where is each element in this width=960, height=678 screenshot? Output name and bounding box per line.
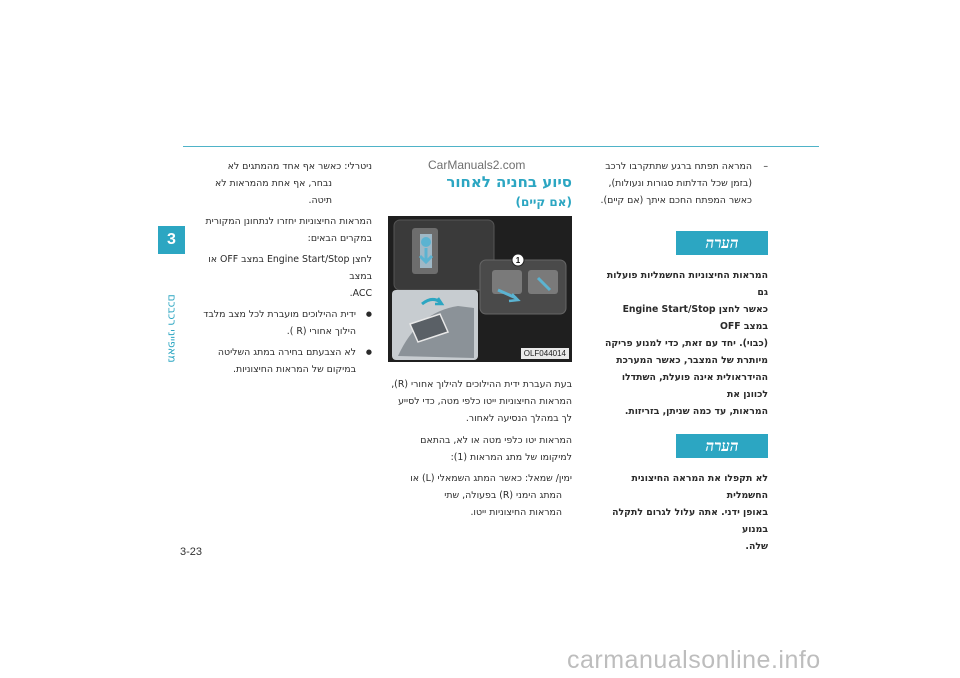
figure-illustration [388, 216, 572, 362]
note-line: לא תקפלו את המראה החיצונית החשמלית [631, 473, 768, 501]
body-line: תיטה. [308, 195, 332, 206]
page-number: 3-23 [180, 546, 203, 558]
bullet-line: ● לא הצבעתם בחירה במתג השליטה [217, 347, 356, 358]
body-line: ימין/ שמאל: כאשר המתג השמאלי (L) או [410, 473, 572, 485]
body-line: ACC. [349, 288, 372, 299]
body-line: נבחר, אף אחת מהמראות לא [214, 178, 332, 189]
watermark-bottom: carmanualsonline.info [567, 646, 821, 674]
body-line: לחצן Engine Start/Stop במצב OFF או במצב [208, 254, 372, 282]
bullet-line: במיקום של המראות החיצוניות. [233, 364, 356, 375]
bullet-item [188, 344, 372, 378]
body-line: המתג הימני (R) בפעולה, שתי [444, 490, 562, 502]
note-label: הערה [676, 231, 768, 255]
note-line: כאשר לחצן Engine Start/Stop במצב OFF [622, 304, 768, 332]
dash-item [600, 158, 768, 209]
note-line: המראות, עד כמה שניתן, בזריזות. [624, 406, 768, 417]
dash-line: (בזמן שכל הדלתות סגורות ונעולות), [608, 178, 752, 189]
body-line: בעת העברת ידית ההילוכים להילוך אחורי (R), [391, 379, 572, 390]
note-body [600, 267, 768, 420]
bullet-line: ● ידית ההילוכים מועברת לכל מצב מלבד [203, 309, 356, 320]
figure-code: OLF044014 [521, 348, 569, 359]
body-line: המראות החיצוניות ייטו. [470, 507, 562, 519]
left-column [188, 158, 372, 378]
body-line: המראות החיצוניות ייטו כלפי מטה, כדי לסייע [398, 396, 572, 408]
body-line: ניטרלי: כאשר אף אחד מהמתגים לא [227, 161, 372, 172]
middle-body [388, 376, 572, 522]
note-label: הערה [676, 434, 768, 458]
mirror-switch-figure [388, 216, 572, 362]
body-line: למיקומו של מתג המראות (1): [450, 451, 572, 463]
body-line: במקרים הבאים: [307, 233, 372, 244]
dash-line: כאשר המפתח החכם איתך (אם קיים). [600, 195, 752, 206]
body-line: לך במהלך הנסיעה לאחור. [465, 413, 572, 425]
body-line: המראות החיצוניות יחזרו לנתחונן המקורית [205, 216, 372, 227]
right-column [600, 158, 768, 555]
note-line: המראות החיצוניות החשמליות פועלות גם [606, 270, 768, 298]
chapter-side-label-text: מאפייני רכבכם [165, 293, 179, 363]
dash-mark: – [763, 161, 768, 172]
bullet-line: הילוך אחורי (R ). [286, 326, 356, 337]
note-line: ההידראולית אינה פועלת, השתדלו לכוונן את [621, 372, 768, 400]
note-line: שלה. [745, 541, 768, 552]
watermark-top: CarManuals2.com [428, 158, 526, 172]
note-line: (כבוי). יחד עם זאת, כדי למנוע פריקה [604, 338, 768, 349]
chapter-badge: 3 [158, 226, 185, 254]
section-subtitle: (אם קיים) [515, 195, 572, 209]
note-line: מיותרת של המצבר, כאשר המערכת [616, 355, 768, 366]
section-title: סיוע בחניה לאחור [446, 173, 572, 191]
bullet-item [188, 306, 372, 340]
dash-line: המראה תפתח ברגע שתתקרבו לרכב [605, 161, 752, 172]
note-line: באופן ידני. אתה עלול לגרום לתקלה במנוע [612, 507, 768, 535]
note-body [600, 470, 768, 555]
body-line: המראות יטו כלפי מטה או לא, בהתאם [420, 434, 572, 446]
callout-number: 1 [515, 256, 521, 265]
top-rule [183, 146, 819, 147]
chapter-side-label [159, 268, 185, 388]
